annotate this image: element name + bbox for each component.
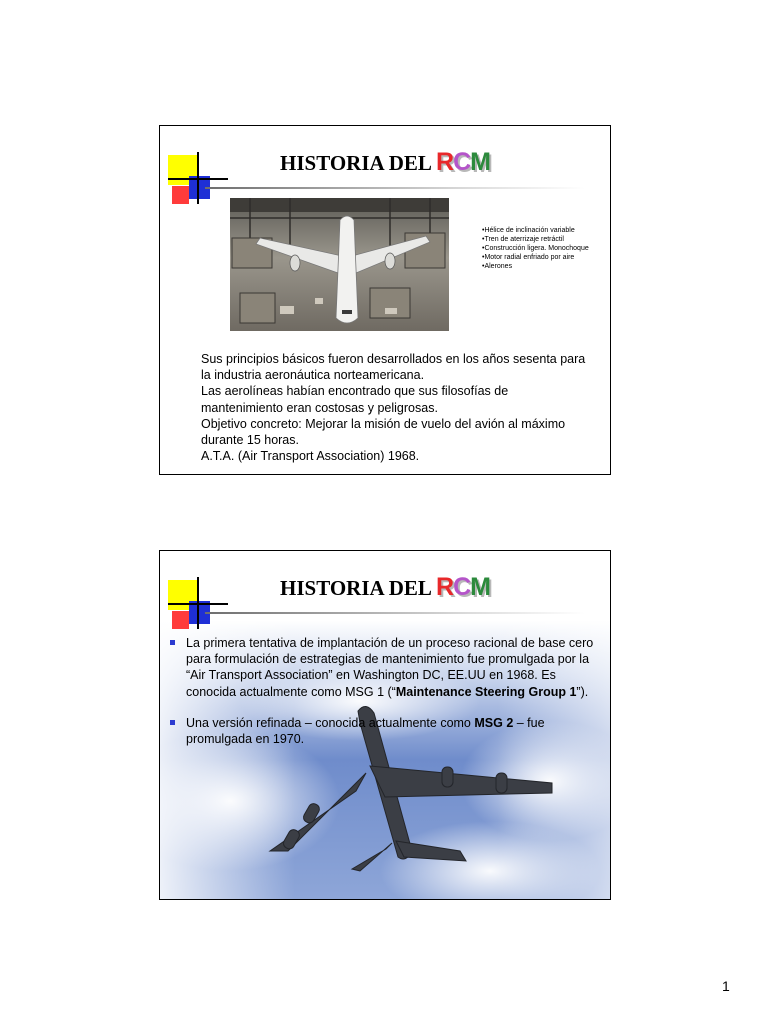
title-divider bbox=[205, 612, 585, 614]
title-text: HISTORIA DEL bbox=[280, 576, 431, 600]
rcm-logo: RCM bbox=[436, 573, 490, 601]
slide-title bbox=[160, 148, 610, 177]
bullet-square-icon bbox=[170, 640, 175, 645]
text-line: Una versión refinada – conocida actualmente como MSG 2 – fue bbox=[186, 716, 545, 730]
title-text: HISTORIA DEL bbox=[280, 151, 431, 175]
slide-title bbox=[160, 573, 610, 602]
text-line: promulgada en 1970. bbox=[186, 732, 305, 747]
title-divider bbox=[205, 187, 585, 189]
bullet-square-icon bbox=[170, 720, 175, 725]
slide-1 bbox=[159, 125, 611, 475]
list-item: •Hélice de inclinación variable bbox=[482, 227, 575, 234]
slide-2 bbox=[159, 550, 611, 900]
page-number: 1 bbox=[722, 978, 730, 994]
text-line: Sus principios básicos fueron desarrollados en los años sesenta para bbox=[201, 352, 586, 366]
text-line: Las aerolíneas habían encontrado que sus filosofías de bbox=[201, 384, 509, 399]
slide-body-text bbox=[201, 351, 601, 464]
list-item: •Construcción ligera. Monochoque bbox=[482, 245, 589, 252]
hangar-aircraft-photo bbox=[230, 198, 449, 331]
list-item: •Tren de aterrizaje retráctil bbox=[482, 236, 564, 243]
text-line: durante 15 horas. bbox=[201, 433, 299, 448]
list-item: •Alerones bbox=[482, 263, 513, 270]
text-line: mantenimiento eran costosas y peligrosas. bbox=[201, 400, 438, 415]
text-line: A.T.A. (Air Transport Association) 1968. bbox=[201, 449, 420, 464]
text-line: conocida actualmente como MSG 1 (“Maintenance Steering Group 1”). bbox=[186, 684, 589, 699]
list-item: •Motor radial enfriado por aire bbox=[482, 254, 575, 261]
aircraft-features-list bbox=[482, 226, 589, 271]
rcm-logo: RCM bbox=[436, 148, 490, 176]
text-line: la industria aeronáutica norteamericana. bbox=[201, 368, 425, 383]
text-line: para formulación de estrategias de mantenimiento fue promulgada por la bbox=[186, 652, 590, 667]
text-line: La primera tentativa de implantación de un proceso racional de base cero bbox=[186, 636, 594, 650]
text-line: “Air Transport Association” en Washington DC, EE.UU en 1968. Es bbox=[186, 668, 556, 683]
text-line: Objetivo concreto: Mejorar la misión de vuelo del avión al máximo bbox=[201, 416, 566, 431]
